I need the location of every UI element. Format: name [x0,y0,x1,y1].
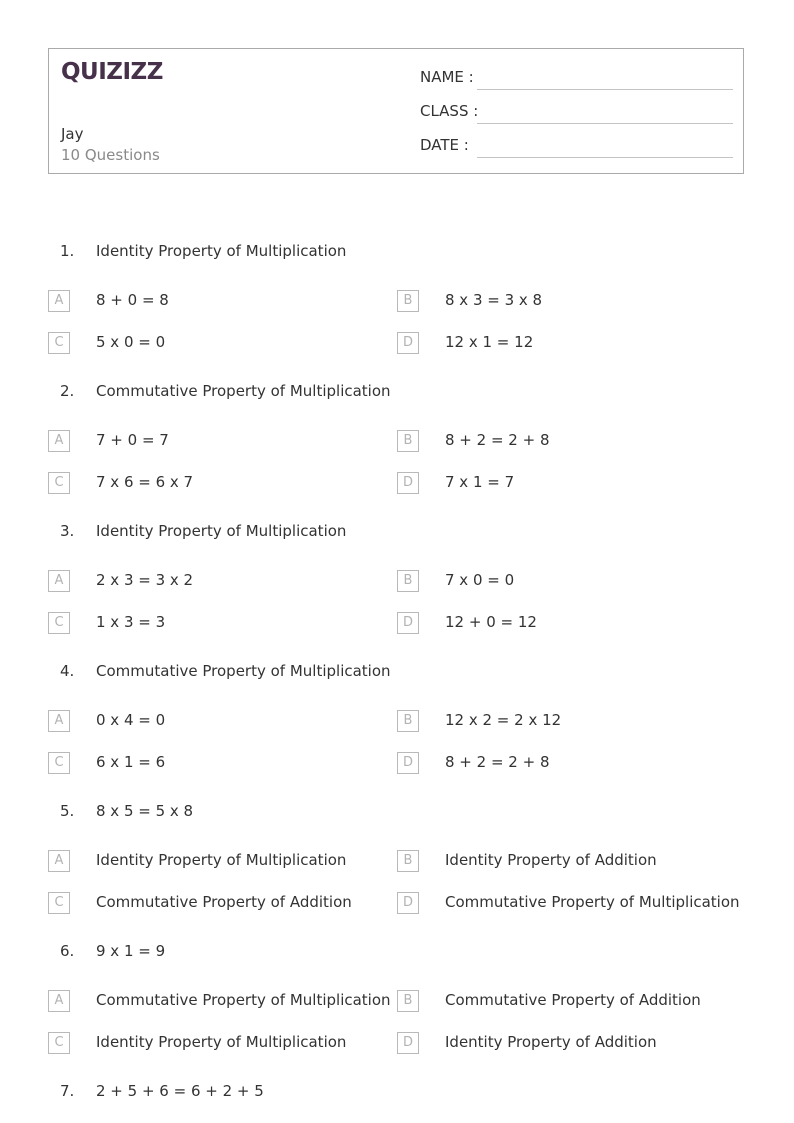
question-number: 6. [60,942,75,960]
question-number: 2. [60,382,75,400]
option-text: 12 x 1 = 12 [445,333,534,351]
option-text: Commutative Property of Addition [96,893,352,911]
option-letter: D [397,332,419,354]
option-text: 7 + 0 = 7 [96,431,169,449]
option-text: 6 x 1 = 6 [96,753,166,771]
option-text: Commutative Property of Addition [445,991,701,1009]
worksheet-header [48,48,744,174]
option-text: 12 + 0 = 12 [445,613,537,631]
option-text: 8 x 3 = 3 x 8 [445,291,543,309]
option-letter: D [397,612,419,634]
class-line [477,123,733,124]
option-letter: C [48,892,70,914]
option-letter: B [397,710,419,732]
option-letter: A [48,430,70,452]
question-text: Commutative Property of Multiplication [96,382,391,400]
option-letter: D [397,892,419,914]
option-text: Identity Property of Multiplication [96,851,347,869]
question-text: Identity Property of Multiplication [96,522,347,540]
option-text: 2 x 3 = 3 x 2 [96,571,194,589]
option-letter: D [397,752,419,774]
option-text: 8 + 2 = 2 + 8 [445,753,550,771]
class-label: CLASS : [420,102,479,120]
option-letter: D [397,1032,419,1054]
option-letter: B [397,430,419,452]
option-letter: C [48,752,70,774]
option-letter: B [397,990,419,1012]
question-number: 3. [60,522,75,540]
question-number: 1. [60,242,75,260]
option-letter: C [48,332,70,354]
question-text: 9 x 1 = 9 [96,942,166,960]
quizizz-logo: QUIZIZZ [61,59,163,85]
option-letter: D [397,472,419,494]
name-line [477,89,733,90]
option-text: 0 x 4 = 0 [96,711,166,729]
option-text: Commutative Property of Multiplication [445,893,740,911]
option-text: 1 x 3 = 3 [96,613,166,631]
option-letter: A [48,290,70,312]
author-name: Jay [61,125,84,143]
option-text: 7 x 0 = 0 [445,571,515,589]
option-text: 8 + 0 = 8 [96,291,169,309]
question-count: 10 Questions [61,146,160,164]
option-letter: A [48,990,70,1012]
option-text: Identity Property of Addition [445,851,657,869]
option-text: 12 x 2 = 2 x 12 [445,711,562,729]
question-text: 2 + 5 + 6 = 6 + 2 + 5 [96,1082,264,1100]
option-letter: C [48,612,70,634]
option-text: Identity Property of Multiplication [96,1033,347,1051]
date-label: DATE : [420,136,469,154]
option-letter: B [397,570,419,592]
option-letter: A [48,850,70,872]
option-text: 7 x 1 = 7 [445,473,515,491]
option-letter: A [48,570,70,592]
question-text: Commutative Property of Multiplication [96,662,391,680]
question-number: 5. [60,802,75,820]
option-text: 5 x 0 = 0 [96,333,166,351]
date-line [477,157,733,158]
option-letter: B [397,290,419,312]
option-letter: B [397,850,419,872]
question-text: Identity Property of Multiplication [96,242,347,260]
question-number: 7. [60,1082,75,1100]
option-letter: C [48,472,70,494]
option-letter: A [48,710,70,732]
question-number: 4. [60,662,75,680]
name-label: NAME : [420,68,474,86]
option-text: Commutative Property of Multiplication [96,991,391,1009]
option-text: 7 x 6 = 6 x 7 [96,473,194,491]
option-letter: C [48,1032,70,1054]
question-text: 8 x 5 = 5 x 8 [96,802,194,820]
option-text: 8 + 2 = 2 + 8 [445,431,550,449]
option-text: Identity Property of Addition [445,1033,657,1051]
